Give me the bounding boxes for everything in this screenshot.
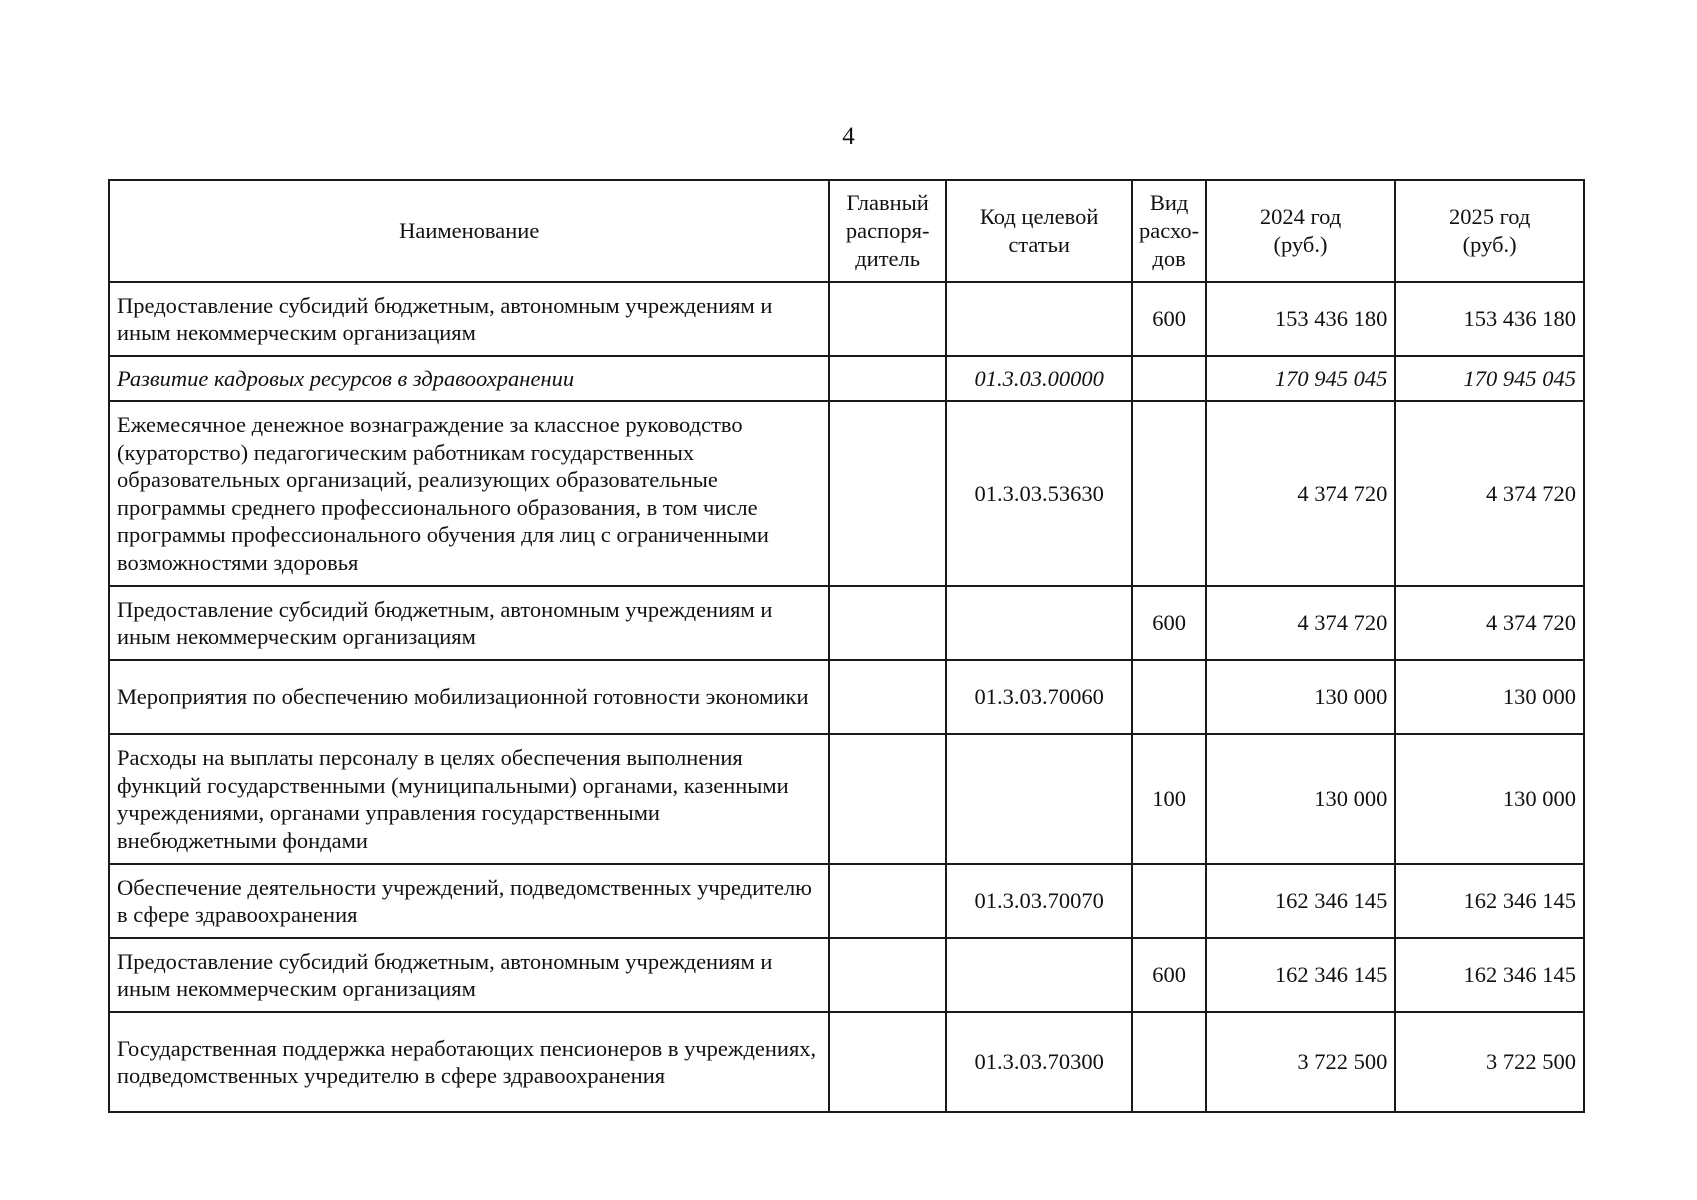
row-code: 01.3.03.53630 [946, 401, 1133, 586]
header-2025: 2025 год (руб.) [1395, 180, 1584, 282]
row-manager [829, 660, 945, 734]
row-2024: 170 945 045 [1206, 356, 1396, 401]
row-2024: 130 000 [1206, 660, 1396, 734]
row-kind [1132, 1012, 1205, 1112]
row-2025: 162 346 145 [1395, 938, 1584, 1012]
row-2025: 153 436 180 [1395, 282, 1584, 356]
row-2024: 4 374 720 [1206, 586, 1396, 660]
page-number: 4 [842, 123, 855, 150]
row-name: Предоставление субсидий бюджетным, автономным учреждениям и иным некоммерческим организациям [109, 586, 829, 660]
row-manager [829, 734, 945, 864]
row-name: Предоставление субсидий бюджетным, автономным учреждениям и иным некоммерческим организациям [109, 282, 829, 356]
header-manager: Главный распоря- дитель [829, 180, 945, 282]
table-row [109, 660, 1584, 734]
row-name: Обеспечение деятельности учреждений, подведомственных учредителю в сфере здравоохранения [109, 864, 829, 938]
row-kind [1132, 401, 1205, 586]
row-manager [829, 864, 945, 938]
header-code: Код целевой статьи [946, 180, 1133, 282]
table-row [109, 938, 1584, 1012]
row-manager [829, 938, 945, 1012]
row-name: Мероприятия по обеспечению мобилизационной готовности экономики [109, 660, 829, 734]
row-manager [829, 586, 945, 660]
row-kind [1132, 660, 1205, 734]
row-manager [829, 282, 945, 356]
table-row [109, 356, 1584, 401]
row-code: 01.3.03.70070 [946, 864, 1133, 938]
row-kind [1132, 864, 1205, 938]
row-2024: 162 346 145 [1206, 938, 1396, 1012]
header-name: Наименование [109, 180, 829, 282]
row-2025: 130 000 [1395, 660, 1584, 734]
row-kind: 600 [1132, 938, 1205, 1012]
table-row [109, 864, 1584, 938]
row-2025: 130 000 [1395, 734, 1584, 864]
row-2025: 162 346 145 [1395, 864, 1584, 938]
table-row [109, 282, 1584, 356]
row-kind: 600 [1132, 586, 1205, 660]
row-manager [829, 401, 945, 586]
row-code [946, 586, 1133, 660]
row-kind [1132, 356, 1205, 401]
row-name: Развитие кадровых ресурсов в здравоохранении [109, 356, 829, 401]
row-2025: 4 374 720 [1395, 586, 1584, 660]
row-code [946, 282, 1133, 356]
row-2024: 162 346 145 [1206, 864, 1396, 938]
row-name: Ежемесячное денежное вознаграждение за классное руководство (кураторство) педагогическим работникам государственных образовательных организаций, реализующих образовательные программы среднего профессионального образования, в том числе программы профессионального обучения для лиц с ограниченными возможностями здоровья [109, 401, 829, 586]
table-header-row [109, 180, 1584, 282]
table-row [109, 1012, 1584, 1112]
row-kind: 100 [1132, 734, 1205, 864]
header-2024: 2024 год (руб.) [1206, 180, 1396, 282]
row-code: 01.3.03.70060 [946, 660, 1133, 734]
row-2024: 3 722 500 [1206, 1012, 1396, 1112]
row-code: 01.3.03.00000 [946, 356, 1133, 401]
row-name: Расходы на выплаты персоналу в целях обеспечения выполнения функций государственными (муниципальными) органами, казенными учреждениями, органами управления государственными внебюджетными фондами [109, 734, 829, 864]
row-manager [829, 1012, 945, 1112]
budget-table [108, 179, 1585, 1113]
row-2024: 130 000 [1206, 734, 1396, 864]
row-code: 01.3.03.70300 [946, 1012, 1133, 1112]
row-name: Государственная поддержка неработающих пенсионеров в учреждениях, подведомственных учредителю в сфере здравоохранения [109, 1012, 829, 1112]
table-row [109, 734, 1584, 864]
row-2025: 3 722 500 [1395, 1012, 1584, 1112]
row-code [946, 734, 1133, 864]
row-code [946, 938, 1133, 1012]
row-2024: 4 374 720 [1206, 401, 1396, 586]
header-kind: Вид расхо- дов [1132, 180, 1205, 282]
row-2025: 170 945 045 [1395, 356, 1584, 401]
row-name: Предоставление субсидий бюджетным, автономным учреждениям и иным некоммерческим организациям [109, 938, 829, 1012]
row-2024: 153 436 180 [1206, 282, 1396, 356]
table-row [109, 586, 1584, 660]
table-row [109, 401, 1584, 586]
row-2025: 4 374 720 [1395, 401, 1584, 586]
row-kind: 600 [1132, 282, 1205, 356]
row-manager [829, 356, 945, 401]
